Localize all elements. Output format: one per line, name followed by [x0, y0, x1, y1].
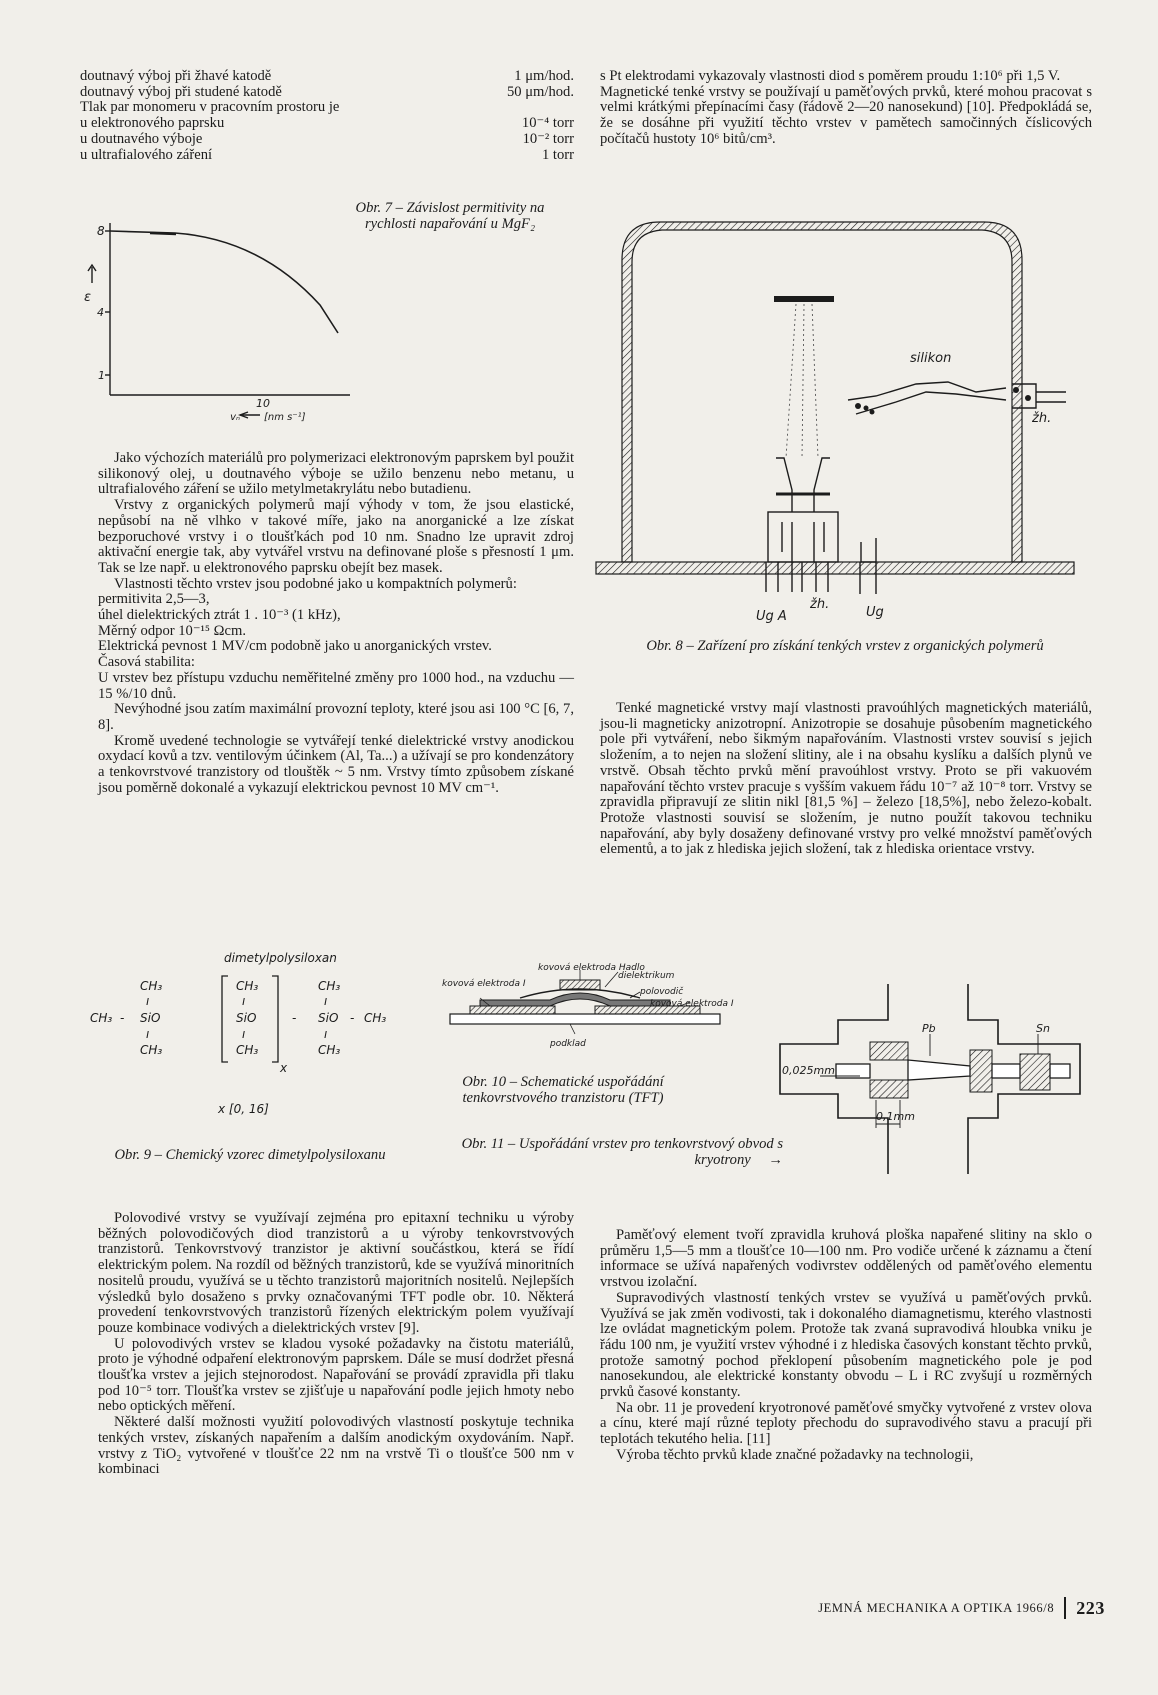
paragraph: U polovodivých vrstev se kladou vysoké požadavky na čistotu materiálů, proto je výhodné odpaření elektronovým paprskem. Dále se musí dodržet přesná tloušťka vrstev a jejich stejnorodost. Napařování se provádí zpravidla při tlaku pod 10⁻⁵ torr. Tloušťka vrstev se zjišťuje u napařování podle jejich hmoty nebo nebo optických měření. — [98, 1335, 574, 1415]
fig11-caption-text: Obr. 11 – Uspořádání vrstev pro tenkovrstvový obvod s kryotrony — [461, 1136, 783, 1168]
param-value: 50 μm/hod. — [506, 83, 574, 100]
svg-text:ı: ı — [324, 1027, 328, 1041]
paragraph: Polovodivé vrstvy se využívají zejména pro epitaxní techniku u výroby běžných polovodičových diod tranzistorů a u výroby tenkovrstvových tranzistorů. Tenkovrstvový tranzistor je aktivní součástkou, která se řídí elektrickým polem. Na rozdíl od běžných tranzistorů, kde se využívá minoritních nositelů proudu, využívá se u těchto tranzistorů majoritních nositelů. Nejlepších výsledků bylo dosaženo s prvky označovanými TFT podle obr. 10. Některá provedení tenkovrstvových tranzistorů řízených elektrickým polem využívají pouze kombinace vodivých a dielektrických vrstev [9]. — [98, 1210, 574, 1336]
svg-text:ı: ı — [146, 994, 150, 1008]
property-line: úhel dielektrických ztrát 1 . 10⁻³ (1 kHz), — [98, 607, 341, 624]
paragraph: Vrstvy z organických polymerů mají výhody v tom, že jsou elastické, nepůsobí na ně vlhko v takové míře, jako na anorganické a lze získat bezporuchové vrstvy i o tloušťkách pod 10 nm. Snadno lze upravit zdroj aktivační energie tak, aby vytvářel vrstvu na definované ploše s přesností 1 μm. Tak se lze např. u elektronového paprsku obejít bez masek. — [98, 497, 574, 576]
svg-text:ı: ı — [242, 994, 246, 1008]
svg-text:-: - — [350, 1011, 355, 1025]
fig7-yaxis-label: ε — [84, 290, 92, 305]
svg-text:-: - — [292, 1011, 297, 1025]
property-line: U vrstev bez přístupu vzduchu neměřitelné změny pro 1000 hod., na vzduchu —15 %/10 dnů. — [98, 669, 574, 702]
fig8-label-ug-a: Ug A — [756, 609, 787, 624]
paragraph: Jako výchozích materiálů pro polymerizaci elektronovým paprskem byl použit silikonový olej, u doutnavého výboje se užilo benzenu nebo metanu, u ultrafialového záření se užilo metylmetakrylátu nebo butadienu. — [98, 450, 574, 498]
ch3: CH₃ — [318, 1043, 341, 1057]
property-line: Měrný odpor 10⁻¹⁵ Ωcm. — [98, 622, 246, 639]
paragraph: Výroba těchto prvků klade značné požadavky na technologii, — [616, 1446, 974, 1463]
fig8-label-zh-bottom: žh. — [810, 597, 830, 612]
fig10-label-electrode2: kovová elektroda I — [650, 999, 734, 1009]
sio: SiO — [318, 1011, 339, 1025]
param-label: u elektronového paprsku — [80, 115, 225, 132]
page-footer — [745, 1597, 1105, 1619]
ch3: CH₃ — [90, 1011, 113, 1025]
property-line: permitivita 2,5—3, — [98, 591, 210, 608]
fig10-label-dielectric: dielektrikum — [618, 971, 675, 981]
ch3: CH₃ — [236, 979, 259, 993]
param-row — [80, 148, 574, 164]
fig8-apparatus — [596, 222, 1086, 632]
svg-text:-: - — [120, 1011, 125, 1025]
ch3: CH₃ — [140, 1043, 163, 1057]
ch3: CH₃ — [236, 1043, 259, 1057]
paragraph: Některé další možnosti využití polovodivých vlastností poskytuje technika tenkých vrstev, získaných napařením a dalším anodickým oxydováním. Např. vrstvy z TiO₂ vytvořené v tloušťce 22 nm na vrstvě Ti o tloušťce 500 nm v kombinaci — [98, 1414, 574, 1478]
svg-text:ı: ı — [242, 1027, 246, 1041]
param-value: 10⁻⁴ torr — [521, 115, 574, 132]
fig11-label-d1: 0,025mm — [782, 1064, 835, 1077]
fig8-label-silikon: silikon — [910, 351, 952, 366]
param-row — [80, 85, 574, 101]
param-label: Tlak par monomeru v pracovním prostoru je — [80, 99, 340, 116]
paragraph: Nevýhodné jsou zatím maximální provozní teploty, které jsou asi 100 °C [6, 7, 8]. — [98, 701, 574, 733]
param-row — [80, 69, 574, 85]
fig10-caption: Obr. 10 – Schematické uspořádání tenkovrstvového tranzistoru (TFT) — [462, 1074, 664, 1106]
fig7-graph — [80, 215, 360, 425]
fig9-title: dimetylpolysiloxan — [224, 951, 337, 965]
fig10-label-semiconductor: polovodič — [640, 987, 684, 997]
paragraph: Paměťový element tvoří zpravidla kruhová ploška napařené slitiny na sklo o průměru 1,5—5 mm a tloušťce 10—100 nm. Pro vodiče určené k záznamu a čtení informace se užívá napařených vodivrstev oddělených od paměťového elementu vrstvou izolační. — [600, 1227, 1092, 1291]
fig11-label-pb: Pb — [922, 1022, 936, 1035]
right-text-3 — [600, 1228, 1092, 1464]
fig11-label-sn: Sn — [1036, 1022, 1050, 1035]
fig9-x: x — [280, 1061, 288, 1075]
fig11-caption — [453, 1136, 783, 1168]
fig7-xtick: 10 — [256, 397, 270, 410]
svg-text:ı: ı — [146, 1027, 150, 1041]
param-value: 10⁻² torr — [522, 130, 574, 147]
fig10-diagram — [440, 962, 734, 1062]
parameter-list — [80, 69, 574, 163]
param-row — [80, 132, 574, 148]
left-text-2 — [98, 1211, 574, 1478]
fig9-formula — [82, 950, 422, 1120]
fig8-caption: Obr. 8 – Zařízení pro získání tenkých vrstev z organických polymerů — [646, 638, 1044, 654]
paragraph: Kromě uvedené technologie se vytvářejí tenké dielektrické vrstvy anodickou oxydací kovů a tzv. ventilovým účinkem (Al, Ta...) a užívají se pro kondenzátory a tenkovrstvové tranzistory od tlouštěk ~ 5 nm. Vrstvy tímto způsobem získané jsou poměrně dokonalé a vykazují elektrickou pevnost 10 MV cm⁻¹. — [98, 732, 574, 796]
fig9-caption: Obr. 9 – Chemický vzorec dimetylpolysiloxanu — [114, 1147, 386, 1163]
fig7-ytick-low: 1 — [98, 369, 105, 382]
right-text-1 — [600, 69, 1092, 148]
paragraph: s Pt elektrodami vykazovaly vlastnosti diod s poměrem proudu 1:10⁶ při 1,5 V. — [600, 68, 1061, 84]
param-value: 1 μm/hod. — [514, 68, 574, 84]
ch3: CH₃ — [140, 979, 163, 993]
fig11-arrow: → — [768, 1152, 783, 1168]
fig7-ytick-mid: 4 — [97, 306, 104, 319]
property-line: Elektrická pevnost 1 MV/cm podobně jako u anorganických vrstev. — [98, 638, 492, 655]
param-row — [80, 116, 574, 132]
param-row — [80, 100, 574, 116]
fig10-label-gate: kovová elektroda Hadlo — [538, 963, 645, 973]
paragraph: Na obr. 11 je provedení kryotronové paměťové smyčky vytvořené z vrstev olova a cínu, které mají různé teploty přechodu do supravodivého stavu a pracují při teplotách tekutého helia. [11] — [600, 1399, 1092, 1448]
fig11-diagram — [780, 984, 1080, 1174]
param-label: doutnavý výboj při studené katodě — [80, 83, 282, 100]
journal-name: JEMNÁ MECHANIKA A OPTIKA 1966/8 — [818, 1600, 1055, 1615]
fig7-ytick-top: 8 — [97, 224, 105, 238]
fig10-label-substrate: podklad — [550, 1039, 586, 1049]
ch3: CH₃ — [318, 979, 341, 993]
ch3: CH₃ — [364, 1011, 387, 1025]
property-line: Časová stabilita: — [98, 654, 195, 671]
fig9-range: x [0, 16] — [218, 1102, 269, 1116]
paragraph: Tenké magnetické vrstvy mají vlastnosti pravoúhlých magnetických materiálů, jsou-li magneticky anizotropní. Anizotropie se dosahuje působením magnetického pole při vytváření, nebo šikmým napařováním. Vlastnosti vrstev souvisí s jejich složením, a to nejen na složení slitiny, ale i na obsahu kyslíku a dalších plynů ve vrstvě. Obsah těchto prvků mění pravoúhlost vrstvy. Proto se při vakuovém napařování těchto vrstev pracuje s vyšším vakuem řádu 10⁻⁷ až 10⁻⁸ torr. Vrstvy se zpravidla připravují ze slitin nikl [81,5 %] – železo [18,5%], nebo železo-kobalt. Protože vlastnosti souvisí se složením, je nutno použít takovou techniku napařování, aby byly dosaženy definované vrstvy pro velké množství paměťových elementů, a to jak z hlediska jejich složení, tak z hlediska orientace vrstvy. — [600, 700, 1092, 858]
fig7-caption: Obr. 7 – Závislost permitivity na rychlosti napařování u MgF₂ — [355, 200, 545, 232]
right-text-2 — [600, 701, 1092, 858]
paragraph: Vlastnosti těchto vrstev jsou podobné jako u kompaktních polymerů: — [114, 575, 517, 592]
paragraph: Supravodivých vlastností tenkých vrstev se využívá u paměťových prvků. Využívá se jak změn vodivosti, tak i dokonalého diamagnetismu, kterého vlastnosti lze ovládat magnetickým polem. Protože tak zvaná supravodivá hloubka vniku je řádu 100 nm, je využití vrstev výhodné i z hlediska časových konstant těchto prvků, protože samotný pochod překlopení působením magnetického pole je pod nanosekundou, ale elektrické konstanty obvodu – L i RC zvyšují u rozměrných prvků časové konstanty. — [600, 1289, 1092, 1401]
page-number: 223 — [1064, 1597, 1105, 1619]
sio: SiO — [140, 1011, 161, 1025]
sio: SiO — [236, 1011, 257, 1025]
param-value: 1 torr — [541, 146, 574, 163]
fig8-label-zh: žh. — [1032, 411, 1052, 426]
paragraph: Magnetické tenké vrstvy se používají u paměťových prvků, které mohou pracovat s velmi krátkými přepínacími časy (řádově 2—20 nanosekund) [10]. Předpokládá se, že se dosáhne při využití těchto vrstev v pamětech samočinných číslicových počítačů hustoty 10⁶ bitů/cm³. — [600, 83, 1092, 147]
param-label: doutnavý výboj při žhavé katodě — [80, 68, 272, 84]
svg-text:ı: ı — [324, 994, 328, 1008]
fig10-label-electrode: kovová elektroda I — [442, 979, 526, 989]
fig8-label-ug: Ug — [866, 605, 884, 620]
param-label: u ultrafialového záření — [80, 146, 213, 163]
left-text-1 — [98, 451, 574, 796]
param-label: u doutnavého výboje — [80, 130, 203, 147]
fig7-xaxis-left: vₙ — [230, 412, 240, 423]
fig11-label-d2: 0,1mm — [876, 1110, 915, 1123]
fig7-xaxis-unit: [nm s⁻¹] — [264, 412, 306, 423]
